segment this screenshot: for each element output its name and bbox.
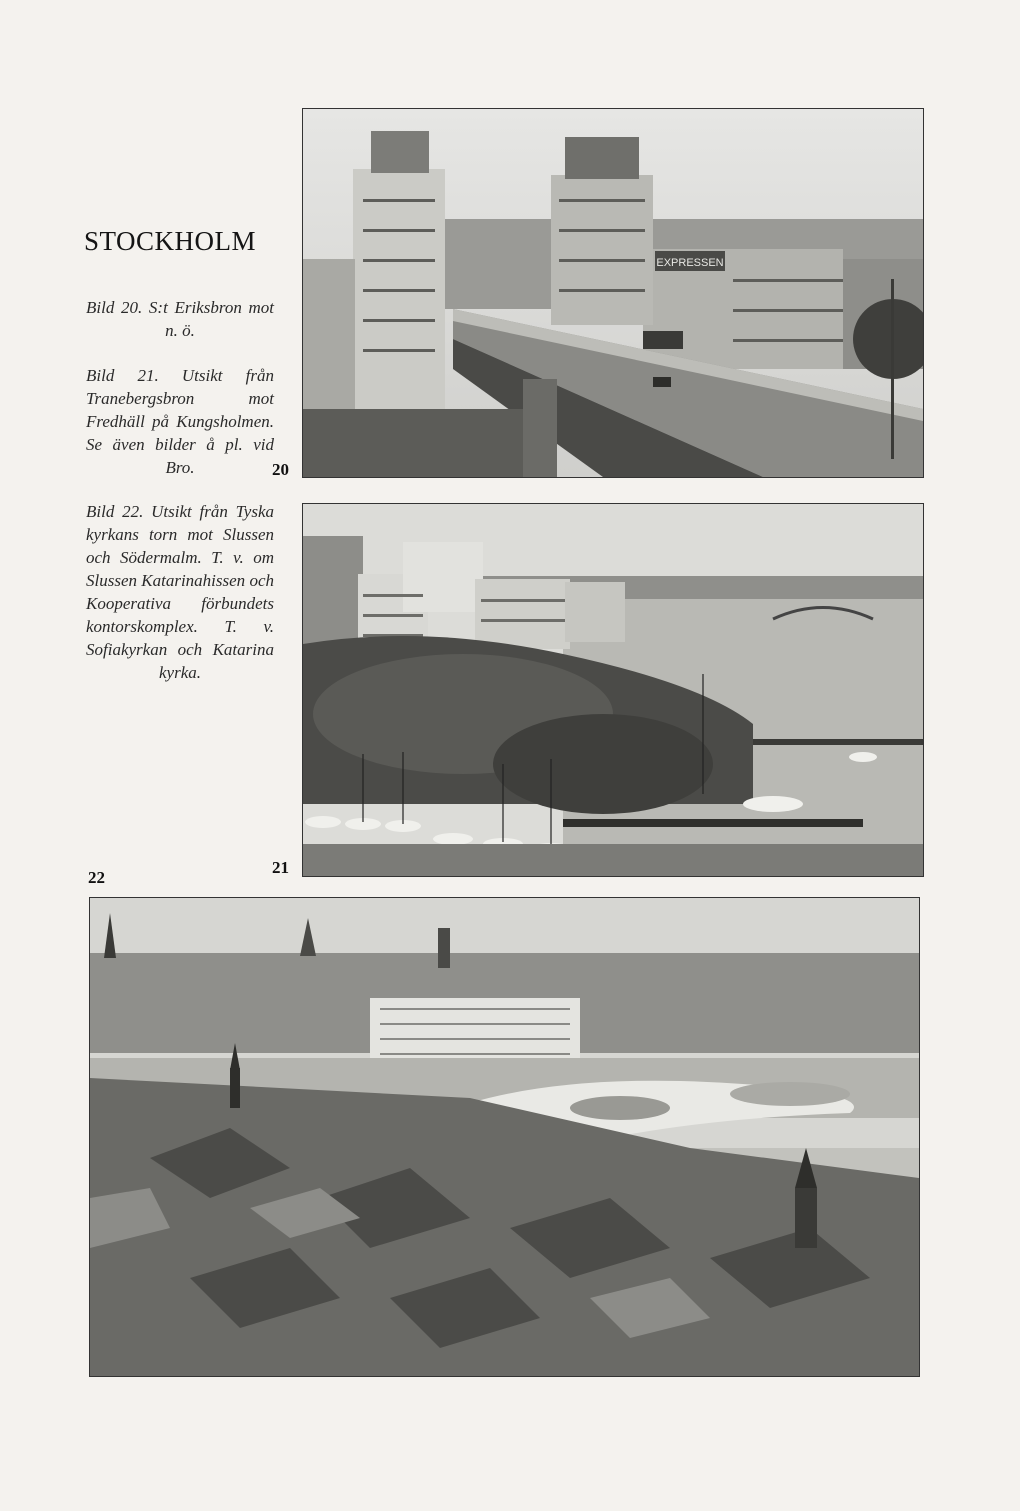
photo-fredhall <box>302 503 924 877</box>
caption-bild-21: Bild 21. Utsikt från Tranebergsbron mot Fredhäll på Kungsholmen. Se även bilder å pl. vid Bro. <box>86 366 274 477</box>
sign-text: EXPRESSEN <box>656 257 724 269</box>
caption-bild-22: Bild 22. Utsikt från Tyska kyrkans torn mot Slussen och Södermalm. T. v. om Slussen Katarinahissen och Kooperativa förbundets kontorskomplex. T. v. Sofiakyrkan och Katarina kyrka. <box>86 502 274 682</box>
caption-bild-20: Bild 20. S:t Eriksbron mot n. ö. <box>86 298 274 340</box>
photo-number-22: 22 <box>88 868 105 887</box>
photo-number-20: 20 <box>272 460 289 479</box>
photo-slussen-sodermalm <box>89 897 920 1377</box>
photo-st-eriksbron <box>302 108 924 478</box>
photo-number-21: 21 <box>272 858 289 877</box>
page-title: STOCKHOLM <box>84 226 257 256</box>
